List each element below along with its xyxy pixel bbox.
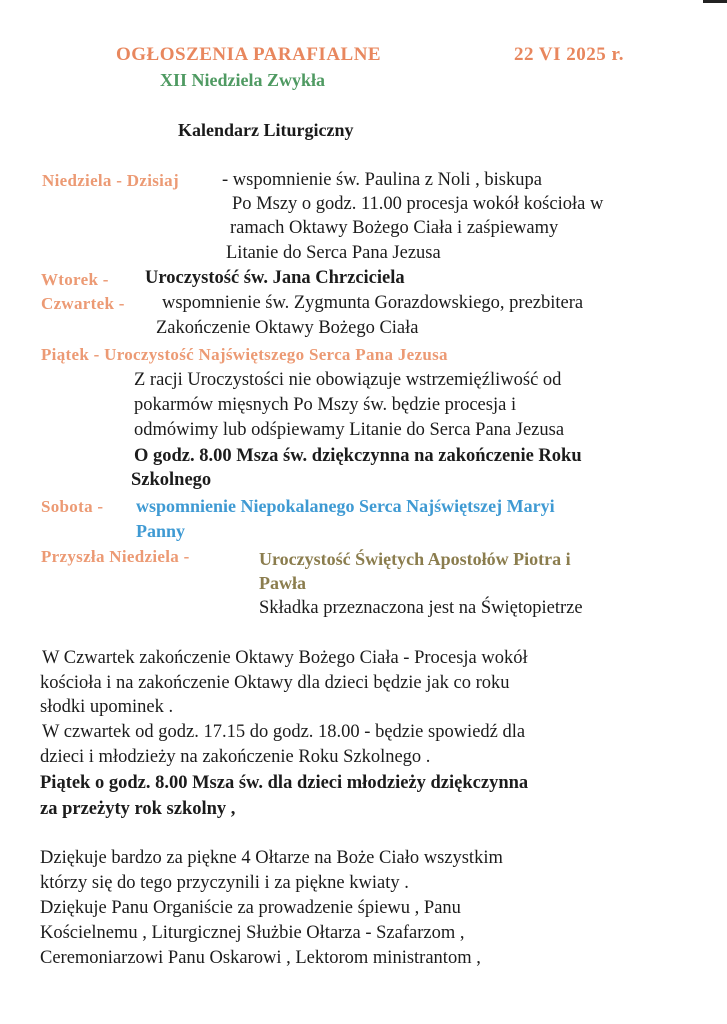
page-subtitle: XII Niedziela Zwykła [160, 70, 326, 90]
thanks-line: Dziękuje bardzo za piękne 4 Ołtarze na Boże Ciało wszystkim [40, 848, 503, 868]
saturday-line: Panny [136, 521, 186, 541]
sunday-line: Po Mszy o godz. 11.00 procesja wokół kościoła w [232, 194, 604, 214]
announcement-line: kościoła i na zakończenie Oktawy dla dzieci będzie jak co roku [40, 673, 510, 693]
sunday-line: ramach Oktawy Bożego Ciała i zaśpiewamy [230, 218, 559, 238]
announcement-bold-line: Piątek o godz. 8.00 Msza św. dla dzieci młodzieży dziękczynna [40, 773, 529, 793]
page-title: OGŁOSZENIA PARAFIALNE [116, 44, 382, 65]
day-label-sunday: Niedziela - Dzisiaj [42, 171, 179, 190]
next-sunday-note: Składka przeznaczona jest na Świętopietrze [259, 598, 583, 618]
friday-line: pokarmów mięsnych Po Mszy św. będzie procesja i [134, 395, 517, 415]
announcement-line: słodki upominek . [40, 697, 174, 717]
friday-line: odmówimy lub odśpiewamy Litanie do Serca Pana Jezusa [134, 420, 565, 440]
announcement-line: W czwartek od godz. 17.15 do godz. 18.00 - będzie spowiedź dla [42, 722, 526, 742]
sunday-line: - wspomnienie św. Paulina z Noli , biskupa [222, 170, 542, 190]
scan-edge-mark [703, 0, 727, 3]
announcement-bold-line: za przeżyty rok szkolny , [40, 799, 236, 819]
thursday-line: Zakończenie Oktawy Bożego Ciała [156, 318, 419, 338]
page-date: 22 VI 2025 r. [514, 44, 624, 65]
day-label-thursday: Czwartek - [41, 294, 125, 313]
friday-line: Z racji Uroczystości nie obowiązuje wstrzemięźliwość od [134, 370, 562, 390]
day-label-friday: Piątek - Uroczystość Najświętszego Serca Pana Jezusa [41, 345, 448, 364]
tuesday-text: Uroczystość św. Jana Chrzciciela [145, 268, 405, 288]
thanks-line: Kościelnemu , Liturgicznej Służbie Ołtarza - Szafarzom , [40, 923, 465, 943]
next-sunday-line: Pawła [259, 573, 306, 593]
saturday-line: wspomnienie Niepokalanego Serca Najświętszej Maryi [136, 496, 555, 516]
thanks-line: Dziękuje Panu Organiście za prowadzenie śpiewu , Panu [40, 898, 461, 918]
next-sunday-line: Uroczystość Świętych Apostołów Piotra i [259, 549, 571, 569]
sunday-line: Litanie do Serca Pana Jezusa [226, 243, 441, 263]
friday-bold-line: Szkolnego [131, 470, 212, 490]
announcement-line: dzieci i młodzieży na zakończenie Roku Szkolnego . [40, 747, 431, 767]
section-title: Kalendarz Liturgiczny [178, 120, 354, 140]
friday-bold-line: O godz. 8.00 Msza św. dziękczynna na zakończenie Roku [134, 446, 582, 466]
day-label-next-sunday: Przyszła Niedziela - [41, 547, 190, 566]
thursday-line: wspomnienie św. Zygmunta Gorazdowskiego, prezbitera [162, 293, 584, 313]
day-label-tuesday: Wtorek - [41, 270, 109, 289]
announcement-line: W Czwartek zakończenie Oktawy Bożego Ciała - Procesja wokół [42, 648, 528, 668]
thanks-line: którzy się do tego przyczynili i za piękne kwiaty . [40, 873, 409, 893]
thanks-line: Ceremoniarzowi Panu Oskarowi , Lektorom ministrantom , [40, 948, 481, 968]
day-label-saturday: Sobota - [41, 497, 104, 516]
